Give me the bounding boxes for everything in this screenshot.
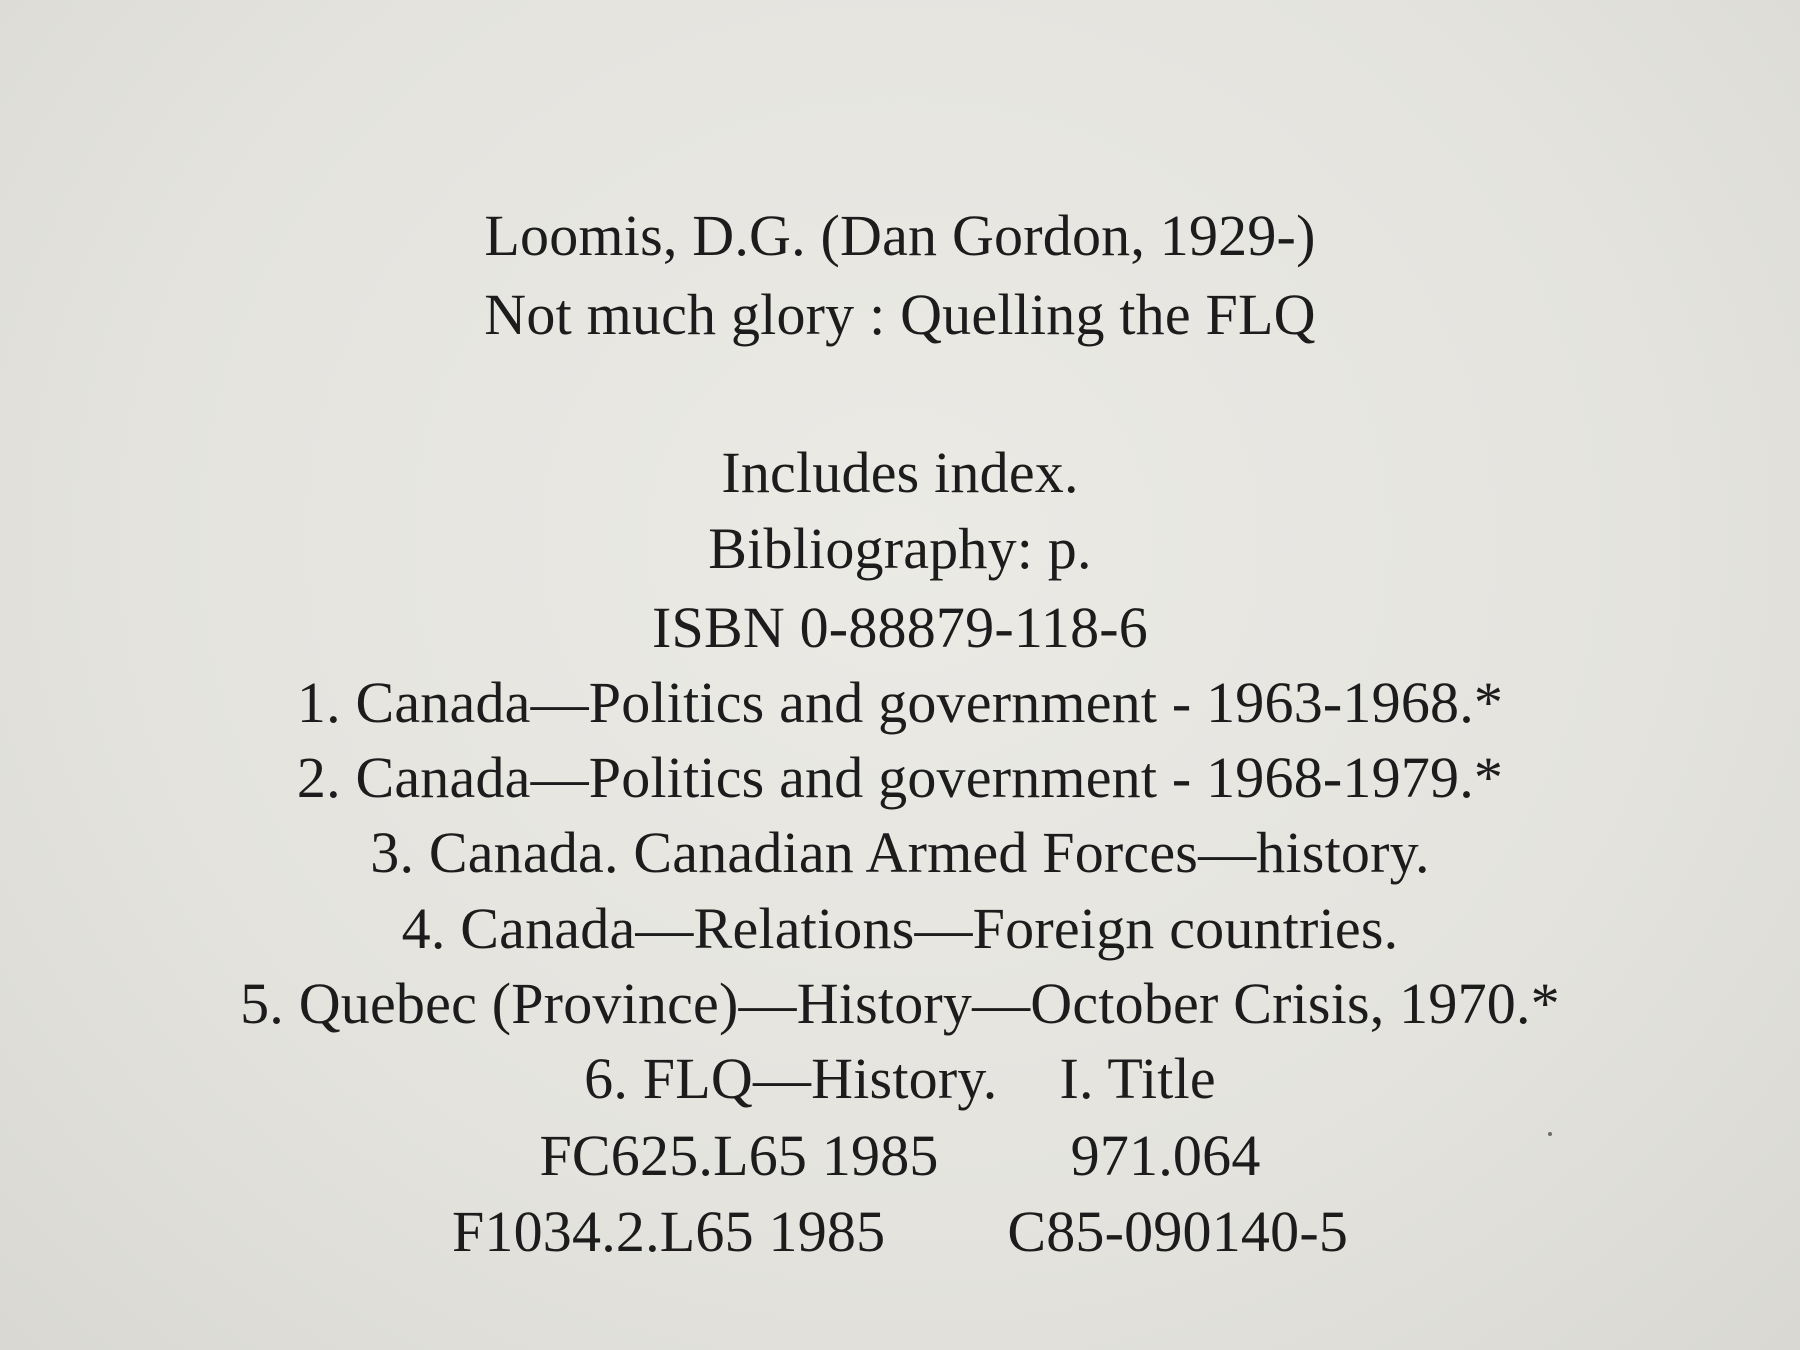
cip-number: C85-090140-5 bbox=[1007, 1199, 1349, 1264]
subject-heading-1: 1. Canada—Politics and government - 1963-1968.* bbox=[296, 670, 1504, 735]
classification-row-2 bbox=[0, 1200, 1800, 1264]
isbn-line: ISBN 0-88879-118-6 bbox=[651, 595, 1149, 660]
alt-call-number: F1034.2.L65 1985 bbox=[451, 1199, 886, 1264]
author-heading: Loomis, D.G. (Dan Gordon, 1929-) bbox=[484, 203, 1316, 268]
dewey-number: 971.064 bbox=[1070, 1123, 1261, 1188]
index-note: Includes index. bbox=[721, 440, 1079, 505]
paper-speck bbox=[1548, 1132, 1552, 1136]
title-added-entry: I. Title bbox=[1059, 1046, 1216, 1111]
book-title: Not much glory : Quelling the FLQ bbox=[484, 282, 1316, 347]
subject-heading-3: 3. Canada. Canadian Armed Forces—history. bbox=[370, 820, 1430, 885]
bibliography-note: Bibliography: p. bbox=[708, 516, 1092, 581]
subject-heading-5: 5. Quebec (Province)—History—October Crisis, 1970.* bbox=[240, 971, 1560, 1036]
classification-row-1 bbox=[0, 1124, 1800, 1188]
subject-heading-6-row bbox=[0, 1047, 1800, 1111]
subject-heading-4: 4. Canada—Relations—Foreign countries. bbox=[401, 896, 1399, 961]
subject-heading-6: 6. FLQ—History. bbox=[584, 1046, 998, 1111]
subject-heading-2: 2. Canada—Politics and government - 1968-1979.* bbox=[296, 745, 1504, 810]
lc-call-number: FC625.L65 1985 bbox=[539, 1123, 939, 1188]
